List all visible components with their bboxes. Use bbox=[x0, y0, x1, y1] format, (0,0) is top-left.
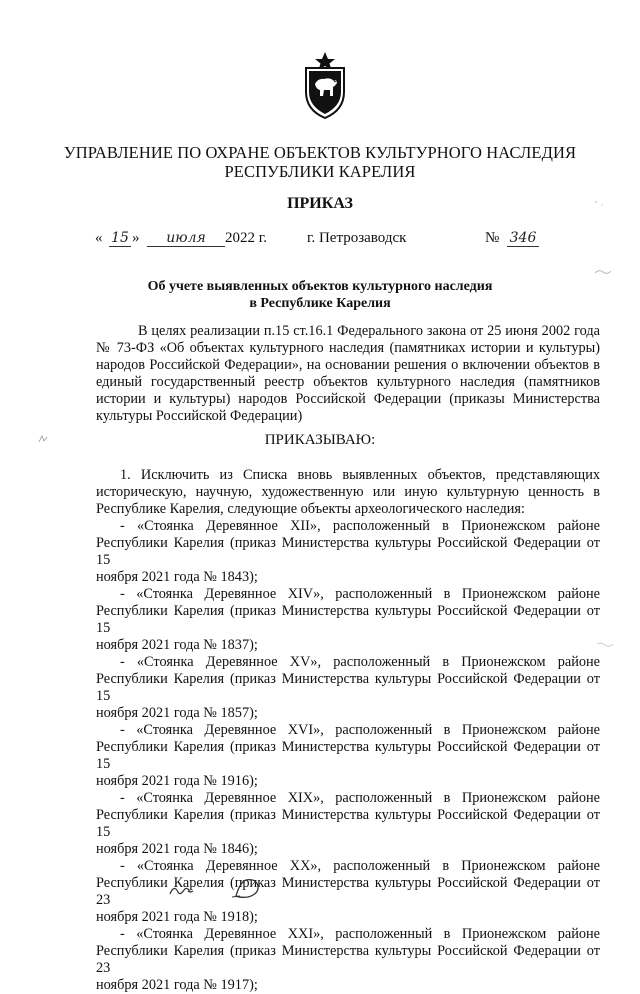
city-name: г. Петрозаводск bbox=[307, 230, 407, 246]
document-type-title: ПРИКАЗ bbox=[287, 195, 353, 212]
date-month-handwritten: июля bbox=[147, 230, 225, 247]
subject-line2: в Республике Карелия bbox=[249, 296, 391, 311]
item-line: Республике Карелия, следующие объекты археологического наследия: bbox=[96, 501, 525, 517]
object-line: ноября 2021 года № 1843); bbox=[96, 569, 258, 585]
item-line: историческую, научную, художественную или иную культурную ценность в bbox=[96, 484, 600, 500]
date-year: 2022 г. bbox=[225, 230, 267, 246]
list-item bbox=[96, 926, 600, 994]
object-line: - «Стоянка Деревянное XVI», расположенный в Прионежском районе bbox=[120, 722, 600, 738]
object-line: - «Стоянка Деревянное XII», расположенный в Прионежском районе bbox=[120, 518, 600, 534]
object-line: ноября 2021 года № 1917); bbox=[96, 977, 258, 993]
intro-line: культуры Российской Федерации) bbox=[96, 408, 303, 424]
object-line: Республики Карелия (приказ Министерства культуры Российской Федерации от 15 bbox=[96, 739, 600, 772]
intro-line: В целях реализации п.15 ст.16.1 Федерального закона от 25 июня 2002 года bbox=[138, 323, 600, 339]
object-line: ноября 2021 года № 1918); bbox=[96, 909, 258, 925]
order-word: ПРИКАЗЫВАЮ: bbox=[264, 432, 376, 448]
list-item bbox=[96, 518, 600, 586]
object-line: ноября 2021 года № 1857); bbox=[96, 705, 258, 721]
margin-mark-icon bbox=[38, 434, 48, 444]
object-line: - «Стоянка Деревянное XIX», расположенный в Прионежском районе bbox=[120, 790, 600, 806]
object-line: ноября 2021 года № 1916); bbox=[96, 773, 258, 789]
object-line: Республики Карелия (приказ Министерства культуры Российской Федерации от 23 bbox=[96, 943, 600, 976]
list-item bbox=[96, 654, 600, 722]
object-line: ноября 2021 года № 1837); bbox=[96, 637, 258, 653]
intro-paragraph bbox=[96, 323, 600, 425]
scan-speck-icon bbox=[593, 198, 607, 208]
organization-name-line1: УПРАВЛЕНИЕ ПО ОХРАНЕ ОБЪЕКТОВ КУЛЬТУРНОГО НАСЛЕДИЯ bbox=[63, 143, 577, 162]
date-close-quote: » bbox=[132, 230, 140, 246]
object-line: - «Стоянка Деревянное XX», расположенный в Прионежском районе bbox=[120, 858, 600, 874]
item-1-paragraph bbox=[96, 467, 600, 994]
date-day-handwritten: 15 bbox=[109, 230, 131, 247]
object-line: Республики Карелия (приказ Министерства культуры Российской Федерации от 15 bbox=[96, 535, 600, 568]
intro-line: народов Российской Федерации», на основании решения о включении объектов в bbox=[96, 357, 600, 373]
karelia-coat-of-arms-icon bbox=[300, 50, 350, 120]
object-line: ноября 2021 года № 1846); bbox=[96, 841, 258, 857]
date-open-quote: « bbox=[95, 230, 103, 246]
object-line: Республики Карелия (приказ Министерства культуры Российской Федерации от 15 bbox=[96, 671, 600, 704]
handwritten-initials-icon bbox=[160, 872, 300, 900]
order-number-label: № bbox=[485, 230, 500, 246]
intro-line: истории и культуры) народов Российской Федерации (приказы Министерства bbox=[96, 391, 600, 407]
object-line: Республики Карелия (приказ Министерства культуры Российской Федерации от 15 bbox=[96, 603, 600, 636]
subject-line1: Об учете выявленных объектов культурного наследия bbox=[147, 279, 493, 294]
date-number-line bbox=[95, 230, 545, 252]
object-line: - «Стоянка Деревянное XXI», расположенный в Прионежском районе bbox=[120, 926, 600, 942]
list-item bbox=[96, 790, 600, 858]
intro-line: № 73-ФЗ «Об объектах культурного наследия (памятниках истории и культуры) bbox=[96, 340, 600, 356]
order-number-handwritten: 346 bbox=[507, 230, 539, 247]
object-line: Республики Карелия (приказ Министерства культуры Российской Федерации от 23 bbox=[96, 875, 600, 908]
item-line: 1. Исключить из Списка вновь выявленных объектов, представляющих bbox=[120, 467, 600, 483]
scan-speck-icon bbox=[596, 640, 614, 648]
object-line: - «Стоянка Деревянное XIV», расположенный в Прионежском районе bbox=[120, 586, 600, 602]
object-line: Республики Карелия (приказ Министерства культуры Российской Федерации от 15 bbox=[96, 807, 600, 840]
list-item bbox=[96, 586, 600, 654]
object-list bbox=[96, 518, 600, 994]
object-line: - «Стоянка Деревянное XV», расположенный в Прионежском районе bbox=[120, 654, 600, 670]
scan-speck-icon bbox=[594, 268, 612, 276]
intro-line: единый государственный реестр объектов культурного наследия (памятников bbox=[96, 374, 600, 390]
organization-name-line2: РЕСПУБЛИКИ КАРЕЛИЯ bbox=[224, 162, 416, 181]
list-item bbox=[96, 722, 600, 790]
